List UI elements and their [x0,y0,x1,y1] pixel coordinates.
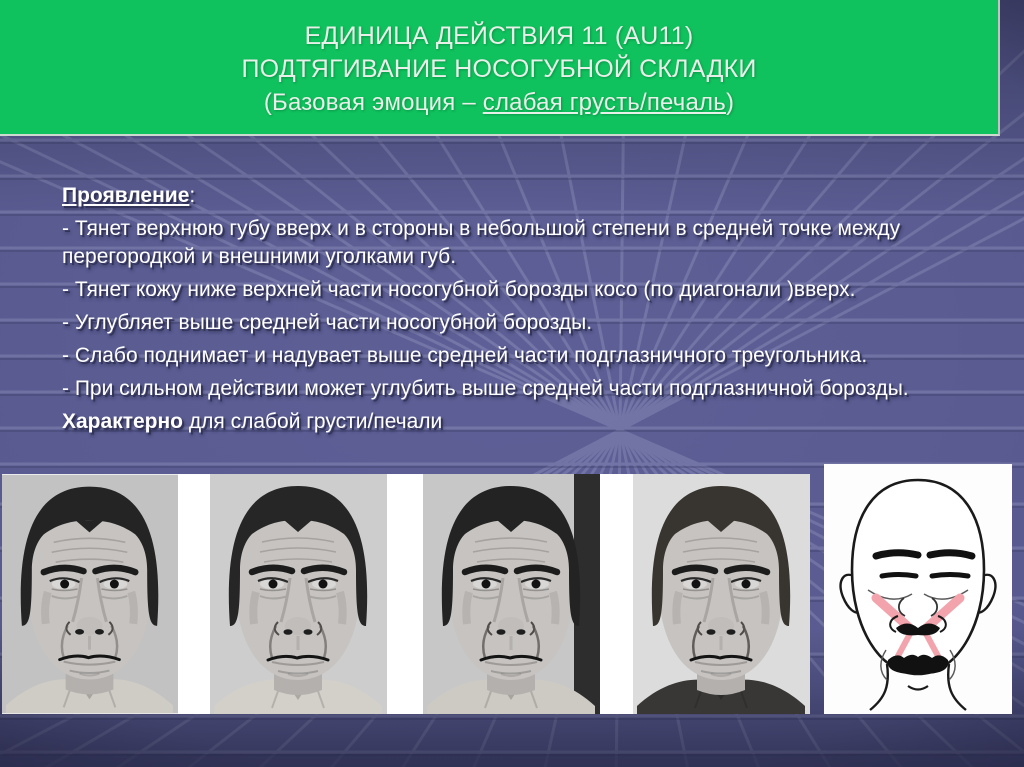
title-panel [0,0,1000,136]
heading-colon: : [189,184,196,207]
bullet-4: - Слабо поднимает и надувает выше средней части подглазничного треугольника. [62,344,868,367]
footer-line [62,408,950,436]
title-line-3 [264,86,734,119]
title-line-3-underlined: слабая грусть/печаль [482,88,726,116]
title-line-3-suffix: ) [725,88,735,116]
portrait-photo-drawing [2,474,178,714]
footer-rest: для слабой грусти/печали [183,410,443,433]
bullet-3: - Углубляет выше средней части носогубной борозды. [62,311,593,334]
description-text [62,182,950,441]
face-diagram-drawing [824,464,1012,714]
bullet-2: - Тянет кожу ниже верхней части носогубной борозды косо (по диагонали )вверх. [62,278,856,301]
bullet-5: - При сильном действии может углубить выше средней части подглазничной борозды. [62,377,909,400]
au11-photo-stage-4 [633,474,810,714]
au11-face-diagram [824,464,1012,714]
portrait-photo-drawing [633,474,810,714]
au11-photo-stage-1 [2,474,178,714]
title-line-1: ЕДИНИЦА ДЕЙСТВИЯ 11 (AU11) [304,21,694,50]
au11-photo-stage-2 [210,474,387,714]
heading-word: Проявление [62,184,190,207]
portrait-photo-drawing [423,474,600,714]
footer-bold-word: Характерно [62,410,184,433]
portrait-photo-drawing [210,474,387,714]
bullet-1: - Тянет верхнюю губу вверх и в стороны в небольшой степени в средней точке между перегородкой и внешними уголками губ. [62,217,901,268]
title-line-3-prefix: (Базовая эмоция – [263,88,483,116]
heading-line [62,182,950,210]
au11-photo-stage-3 [423,474,600,714]
title-line-2: ПОДТЯГИВАНИЕ НОСОГУБНОЙ СКЛАДКИ [241,54,757,83]
